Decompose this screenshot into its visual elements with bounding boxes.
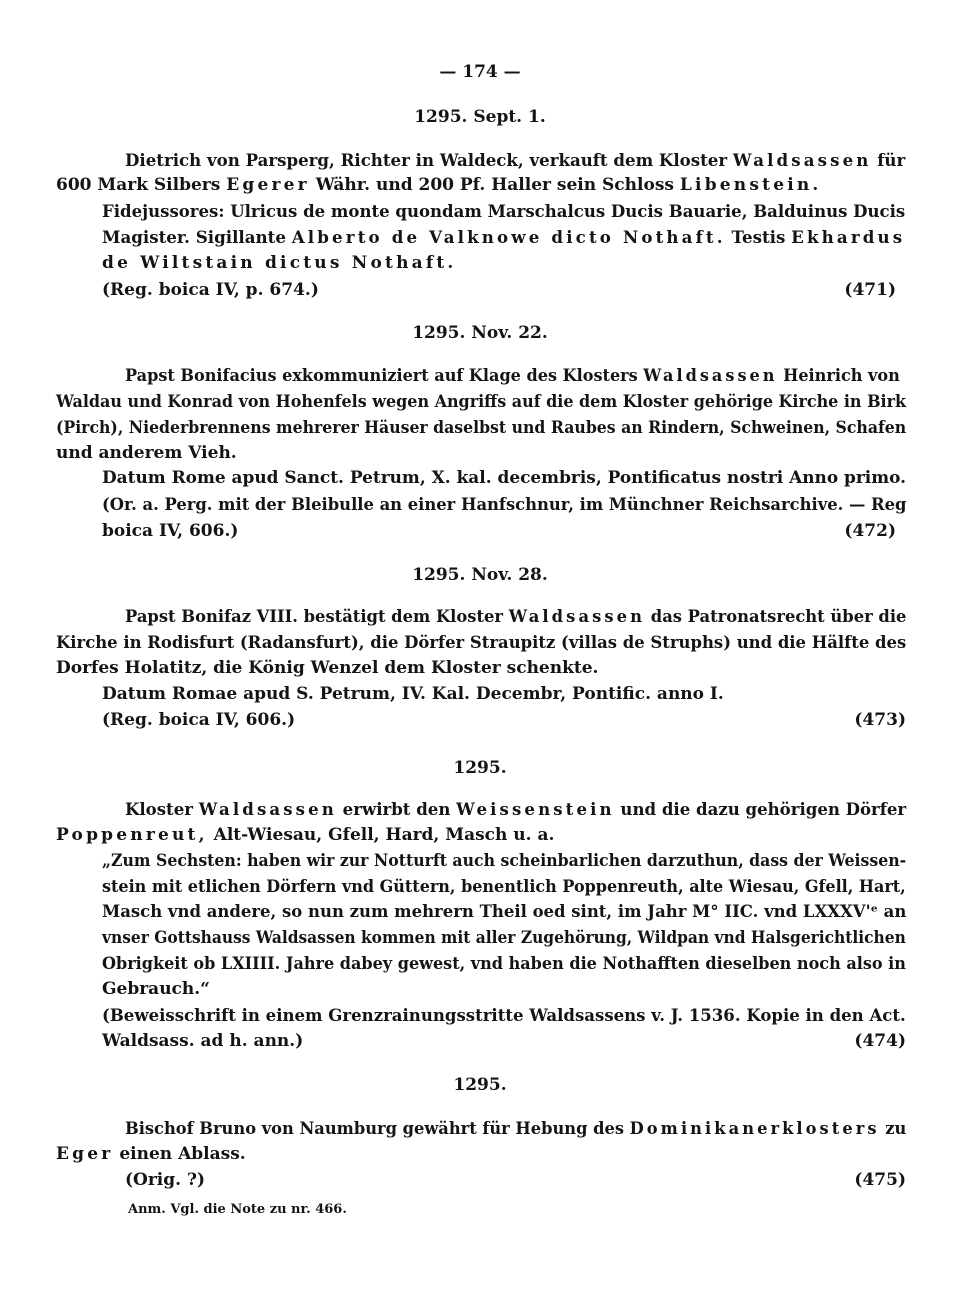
spaced-name: Waldsassen (508, 607, 646, 627)
entry-source-line (125, 1168, 906, 1192)
spaced-name: Weissenstein (456, 800, 615, 820)
entry-date: 1295. Nov. 22. (412, 323, 548, 343)
text-span: das Patronatsrecht über die (645, 607, 907, 627)
entry-text-line (125, 149, 906, 173)
entry-number: (475) (854, 1170, 906, 1190)
entry-text-line (56, 823, 906, 847)
entry-date: 1295. (453, 758, 507, 778)
entry-text-line: (Beweisschrift in einem Grenzrainungsstritte Waldsassens v. J. 1536. Kopie in den Act. (102, 1006, 906, 1026)
entry-date: 1295. Sept. 1. (414, 107, 546, 127)
spaced-name: Libenstein. (679, 175, 822, 195)
entry-date: 1295. Nov. 28. (412, 565, 548, 585)
entry-text-line: Dorfes Holatitz, die König Wenzel dem Kloster schenkte. (56, 658, 599, 678)
spaced-name: Dominikanerklosters (629, 1119, 880, 1139)
entry-text-line (102, 226, 906, 250)
entry-source-line (102, 519, 896, 543)
spaced-name: Egerer (226, 175, 310, 195)
entry-source-line (102, 278, 896, 302)
entry-text-line: Waldau und Konrad von Hohenfels wegen Angriffs auf die dem Kloster gehörige Kirche in Birk (56, 392, 907, 412)
entry-text-line (56, 1142, 906, 1166)
entry-source-line (102, 708, 906, 732)
text-span: Alt-Wiesau, Gfell, Hard, Masch u. a. (207, 825, 555, 845)
quote-line: „Zum Sechsten: haben wir zur Notturft auch scheinbarlichen darzuthun, dass der Weissen- (102, 851, 907, 871)
entry-text-line (125, 1117, 907, 1141)
entry-source: Waldsass. ad h. ann.) (102, 1031, 304, 1051)
text-span: Testis (725, 228, 792, 248)
entry-source: boica IV, 606.) (102, 521, 239, 541)
spaced-name: Poppenreut, (56, 825, 208, 845)
page-number: — 174 — (439, 62, 521, 82)
entry-source-line (102, 1029, 906, 1053)
entry-text-line: Fidejussores: Ulricus de monte quondam Marschalcus Ducis Bauarie, Balduinus Ducis (102, 202, 906, 222)
spaced-name: Alberto de Valknowe dicto Nothaft. (291, 228, 726, 248)
entry-date: 1295. (453, 1075, 507, 1095)
entry-text-line (125, 798, 907, 822)
text-span: für (871, 151, 906, 171)
text-span: Papst Bonifaz VIII. bestätigt dem Kloster (125, 607, 509, 627)
entry-text-line: Kirche in Rodisfurt (Radansfurt), die Dörfer Straupitz (villas de Struphs) und die Hälfte des (56, 633, 907, 653)
spaced-name: Waldsassen (198, 800, 337, 820)
entry-number: (474) (854, 1031, 906, 1051)
entry-text-line: und anderem Vieh. (56, 443, 237, 463)
quote-line: vnser Gottshauss Waldsassen kommen mit aller Zugehörung, Wildpan vnd Halsgerichtlichen (102, 928, 906, 948)
text-span: erwirbt den (336, 800, 457, 820)
entry-text-line (56, 173, 906, 197)
text-span: 600 Mark Silbers (56, 175, 227, 195)
entry-text-line: de Wiltstain dictus Nothaft. (102, 253, 457, 273)
text-span: einen Ablass. (113, 1144, 246, 1164)
entry-source: (Orig. ?) (125, 1170, 205, 1190)
entry-source: (Reg. boica IV, p. 674.) (102, 280, 319, 300)
entry-text-line: Datum Rome apud Sanct. Petrum, X. kal. decembris, Pontificatus nostri Anno primo. (102, 468, 907, 488)
quote-line: Obrigkeit ob LXIIII. Jahre dabey gewest, vnd haben die Nothafften dieselben noch also in (102, 954, 906, 974)
spaced-name: Eger (56, 1144, 114, 1164)
entry-text-line (125, 364, 900, 388)
spaced-name: Waldsassen (643, 366, 778, 386)
entry-number: (473) (854, 710, 906, 730)
text-span: zu (879, 1119, 907, 1139)
footnote: Anm. Vgl. die Note zu nr. 466. (128, 1202, 347, 1217)
text-span: Magister. Sigillante (102, 228, 292, 248)
text-span: und die dazu gehörigen Dörfer (614, 800, 907, 820)
entry-number: (471) (844, 280, 896, 300)
quote-line: Masch vnd andere, so nun zum mehrern Theil oed sint, im Jahr M° IIC. vnd LXXXV'ᵉ an (102, 902, 907, 922)
text-span: Heinrich von (777, 366, 900, 386)
entry-text-line: Datum Romae apud S. Petrum, IV. Kal. Decembr, Pontific. anno I. (102, 684, 724, 704)
spaced-name: Ekhardus (791, 228, 906, 248)
spaced-name: Waldsassen (732, 151, 872, 171)
text-span: Kloster (125, 800, 199, 820)
quote-line: Gebrauch.“ (102, 979, 210, 999)
entry-text-line: (Pirch), Niederbrennens mehrerer Häuser daselbst und Raubes an Rindern, Schweinen, Schafen (56, 418, 907, 438)
entry-number: (472) (844, 521, 896, 541)
entry-source: (Reg. boica IV, 606.) (102, 710, 296, 730)
text-span: Dietrich von Parsperg, Richter in Waldeck, verkauft dem Kloster (125, 151, 733, 171)
quote-line: stein mit etlichen Dörfern vnd Güttern, benentlich Poppenreuth, alte Wiesau, Gfell, Hart, (102, 877, 906, 897)
text-span: Papst Bonifacius exkommuniziert auf Klage des Klosters (125, 366, 644, 386)
entry-text-line (125, 605, 907, 629)
text-span: Währ. und 200 Pf. Haller sein Schloss (309, 175, 680, 195)
text-span: Bischof Bruno von Naumburg gewährt für Hebung des (125, 1119, 630, 1139)
entry-text-line: (Or. a. Perg. mit der Bleibulle an einer Hanfschnur, im Münchner Reichsarchive. — Reg (102, 495, 907, 515)
